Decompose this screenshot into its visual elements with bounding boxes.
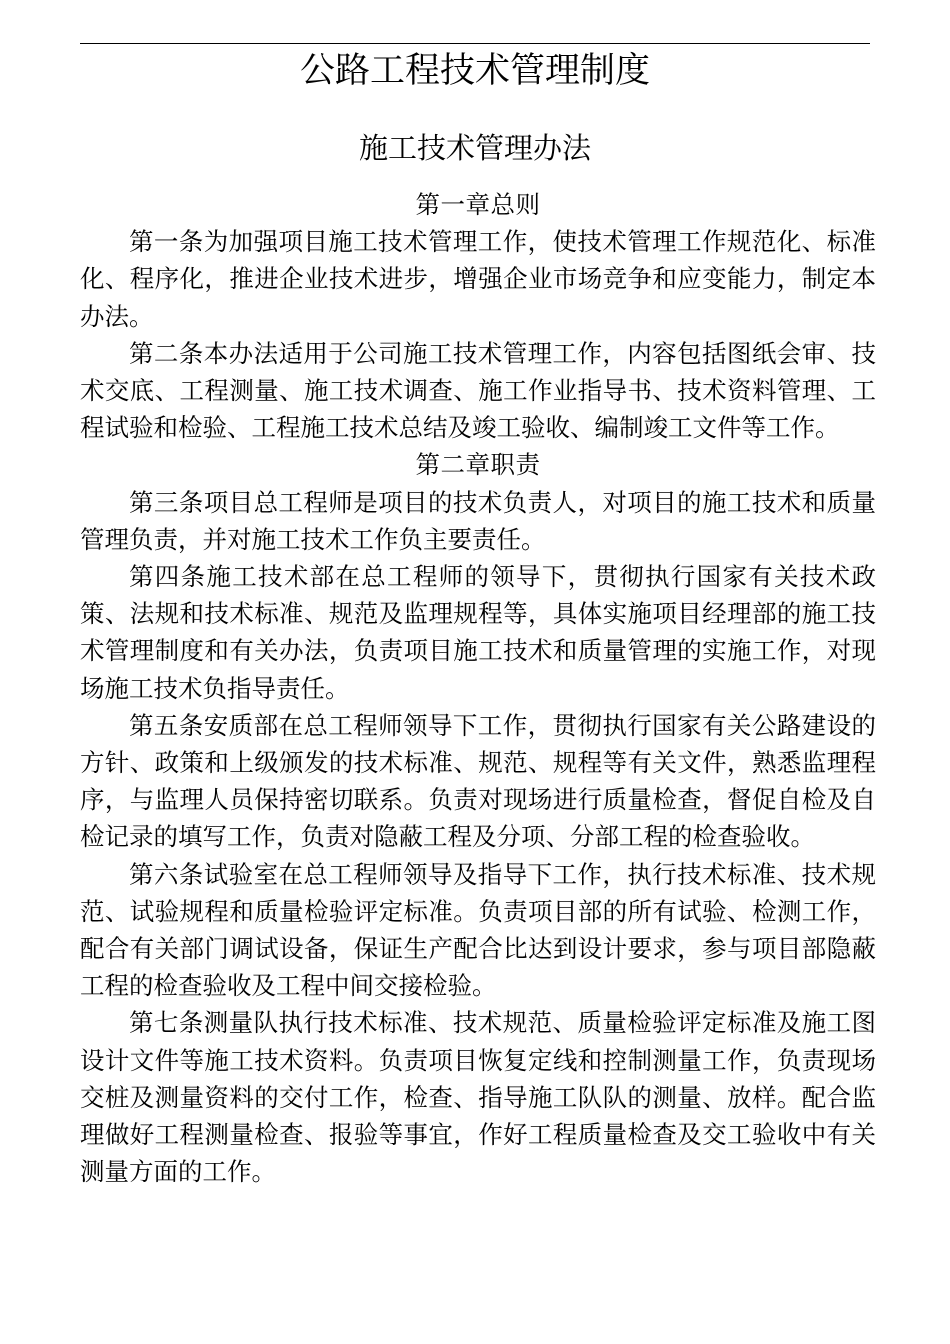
- article-5: 第五条安质部在总工程师领导下工作，贯彻执行国家有关公路建设的方针、政策和上级颁发的技术标准、规范、规程等有关文件，熟悉监理程序，与监理人员保持密切联系。负责对现场进行质量检查，督促自检及自检记录的填写工作，负责对隐蔽工程及分项、分部工程的检查验收。: [80, 710, 876, 852]
- chapter-heading: 第一章总则: [415, 190, 541, 219]
- chapter-1: [80, 186, 876, 446]
- document-subtitle: 施工技术管理办法: [358, 131, 591, 165]
- chapter-heading: 第二章职责: [415, 450, 541, 480]
- article-1: 第一条为加强项目施工技术管理工作，使技术管理工作规范化、标准化、程序化，推进企业技术进步，增强企业市场竞争和应变能力，制定本办法。: [80, 227, 876, 331]
- article-2: 第二条本办法适用于公司施工技术管理工作，内容包括图纸会审、技术交底、工程测量、施工技术调查、施工作业指导书、技术资料管理、工程试验和检验、工程施工技术总结及竣工验收、编制竣工文件等工作。: [80, 338, 876, 443]
- article-6: 第六条试验室在总工程师领导及指导下工作，执行技术标准、技术规范、试验规程和质量检验评定标准。负责项目部的所有试验、检测工作，配合有关部门调试设备，保证生产配合比达到设计要求，参与项目部隐蔽工程的检查验收及工程中间交接检验。: [80, 859, 876, 1001]
- chapter-2: [80, 446, 876, 1190]
- article-7: 第七条测量队执行技术标准、技术规范、质量检验评定标准及施工图设计文件等施工技术资料。负责项目恢复定线和控制测量工作，负责现场交桩及测量资料的交付工作，检查、指导施工队队的测量、放样。配合监理做好工程测量检查、报验等事宜，作好工程质量检查及交工验收中有关测量方面的工作。: [80, 1008, 876, 1187]
- article-3: 第三条项目总工程师是项目的技术负责人，对项目的施工技术和质量管理负责，并对施工技术工作负主要责任。: [80, 487, 876, 554]
- document-body: [80, 186, 876, 1190]
- document-title: 公路工程技术管理制度: [299, 51, 650, 91]
- article-4: 第四条施工技术部在总工程师的领导下，贯彻执行国家有关技术政策、法规和技术标准、规范及监理规程等，具体实施项目经理部的施工技术管理制度和有关办法，负责项目施工技术和质量管理的实施工作，对现场施工技术负指导责任。: [80, 562, 876, 703]
- header-rule: [80, 43, 870, 44]
